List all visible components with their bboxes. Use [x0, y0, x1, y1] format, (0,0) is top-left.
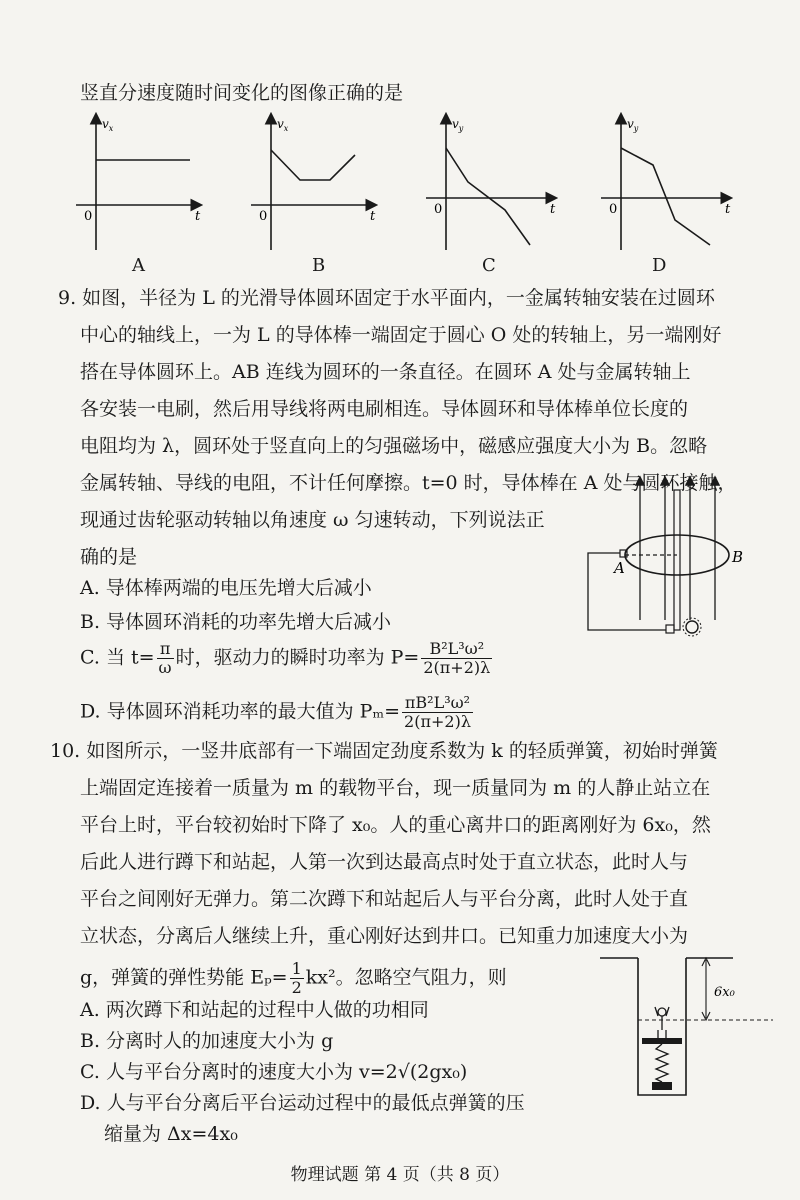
- graph-d-ylabel: v: [627, 117, 634, 131]
- q9-line-5: 电阻均为 λ，圆环处于竖直向上的匀强磁场中，磁感应强度大小为 B。忽略: [80, 435, 708, 457]
- graph-b: [251, 115, 376, 250]
- q10-line-7: g，弹簧的弹性势能 Eₚ= $\frac{1}{2}$ kx²。忽略空气阻力，则: [80, 959, 507, 997]
- q10-figure: [598, 950, 778, 1100]
- svg-text:vx: $v_x$: [277, 117, 289, 133]
- q9-line-6: 金属转轴、导线的电阻，不计任何摩擦。t=0 时，导体棒在 A 处与圆环接触，: [80, 472, 737, 494]
- platform: [642, 1038, 682, 1044]
- q10-line-3: 平台上时，平台较初始时下降了 x₀。人的重心离井口的距离刚好为 6x₀，然: [80, 814, 711, 836]
- graph-d-origin: 0: [609, 202, 618, 217]
- q10-option-b: B. 分离时人的加速度大小为 g: [80, 1030, 334, 1052]
- svg-text:vy: $v_y$: [627, 117, 639, 133]
- q10-line-5: 平台之间刚好无弹力。第二次蹲下和站起后人与平台分离，此时人处于直: [80, 888, 689, 910]
- graph-d-curve: [621, 148, 710, 245]
- graph-c-label: C: [482, 255, 496, 276]
- q9-option-d: D. 导体圆环消耗功率的最大值为 Pₘ= $\frac{\text{πB²L³ω²}}{2(\pi+2)\lambda}$: [80, 693, 471, 731]
- graph-c: [426, 115, 556, 250]
- graph-b-label: B: [312, 255, 326, 276]
- spring-base: [652, 1082, 672, 1090]
- connecting-wire: [588, 553, 666, 630]
- q9-line-8: 确的是: [80, 546, 138, 568]
- q10-line-4: 后此人进行蹲下和站起，人第一次到达最高点时处于直立状态，此时人与: [80, 851, 689, 873]
- graph-c-ylabel: v: [452, 117, 459, 131]
- svg-text:vy: $v_y$: [452, 117, 464, 133]
- height-label: 6x₀: [714, 985, 735, 1000]
- q10-line-1: 10. 如图所示，一竖井底部有一下端固定劲度系数为 k 的轻质弹簧，初始时弹簧: [50, 740, 718, 762]
- q9-figure: [580, 470, 760, 660]
- graph-a-label: A: [132, 255, 145, 276]
- brush-shaft: [666, 625, 674, 633]
- graph-a-origin: 0: [84, 209, 93, 224]
- intro-text: 竖直分速度随时间变化的图像正确的是: [80, 82, 404, 104]
- graph-c-curve: [446, 148, 530, 245]
- q9-option-a: A. 导体棒两端的电压先增大后减小: [80, 577, 372, 599]
- q10-option-d-line-2: 缩量为 Δx=4x₀: [104, 1123, 238, 1145]
- q9-line-2: 中心的轴线上，一为 L 的导体棒一端固定于圆心 O 处的转轴上，另一端刚好: [80, 324, 722, 346]
- point-a-label: A: [614, 559, 625, 577]
- q10-option-d-line-1: D. 人与平台分离后平台运动过程中的最低点弹簧的压: [80, 1092, 525, 1114]
- person-icon: [655, 1007, 669, 1038]
- graph-b-ylabel: v: [277, 117, 284, 131]
- q9-line-3: 搭在导体圆环上。AB 连线为圆环的一条直径。在圆环 A 处与金属转轴上: [80, 361, 691, 383]
- q9-line-7: 现通过齿轮驱动转轴以角速度 ω 匀速转动，下列说法正: [80, 509, 545, 531]
- graph-b-curve: [271, 150, 355, 180]
- q10-line-6: 立状态，分离后人继续上升，重心刚好达到井口。已知重力加速度大小为: [80, 925, 689, 947]
- q9-line-4: 各安装一电刷，然后用导线将两电刷相连。导体圆环和导体棒单位长度的: [80, 398, 689, 420]
- spring: [656, 1044, 668, 1082]
- q9-option-b: B. 导体圆环消耗的功率先增大后减小: [80, 611, 392, 633]
- graph-d-xlabel: t: [725, 202, 731, 217]
- q9-line-1: 9. 如图，半径为 L 的光滑导体圆环固定于水平面内，一金属转轴安装在过圆环: [58, 287, 715, 309]
- magnetic-field-lines: [640, 478, 715, 620]
- graph-b-origin: 0: [259, 209, 268, 224]
- q10-option-a: A. 两次蹲下和站起的过程中人做的功相同: [80, 999, 429, 1021]
- page-footer: 物理试题 第 4 页（共 8 页）: [290, 1165, 510, 1185]
- q10-option-c: C. 人与平台分离时的速度大小为 v=2√(2gx₀): [80, 1061, 468, 1083]
- gear-icon: [686, 621, 698, 633]
- graph-c-xlabel: t: [550, 202, 556, 217]
- graph-c-origin: 0: [434, 202, 443, 217]
- point-b-label: B: [732, 548, 744, 566]
- graph-d-label: D: [652, 255, 667, 276]
- graph-a: [76, 115, 201, 250]
- graph-b-xlabel: t: [370, 209, 376, 224]
- q9-option-c: C. 当 t= $\frac{\pi}{\omega}$ 时，驱动力的瞬时功率为 P= $\frac{\text{B²L³ω²}}{2(\pi+2)\lambda}$: [80, 639, 491, 677]
- metal-shaft: [674, 490, 680, 630]
- graph-a-ylabel: v: [102, 117, 109, 131]
- q10-line-2: 上端固定连接着一质量为 m 的载物平台，现一质量同为 m 的人静止站立在: [80, 777, 711, 799]
- graph-a-xlabel: t: [195, 209, 201, 224]
- graph-d: [601, 115, 731, 250]
- svg-text:vx: $v_x$: [102, 117, 114, 133]
